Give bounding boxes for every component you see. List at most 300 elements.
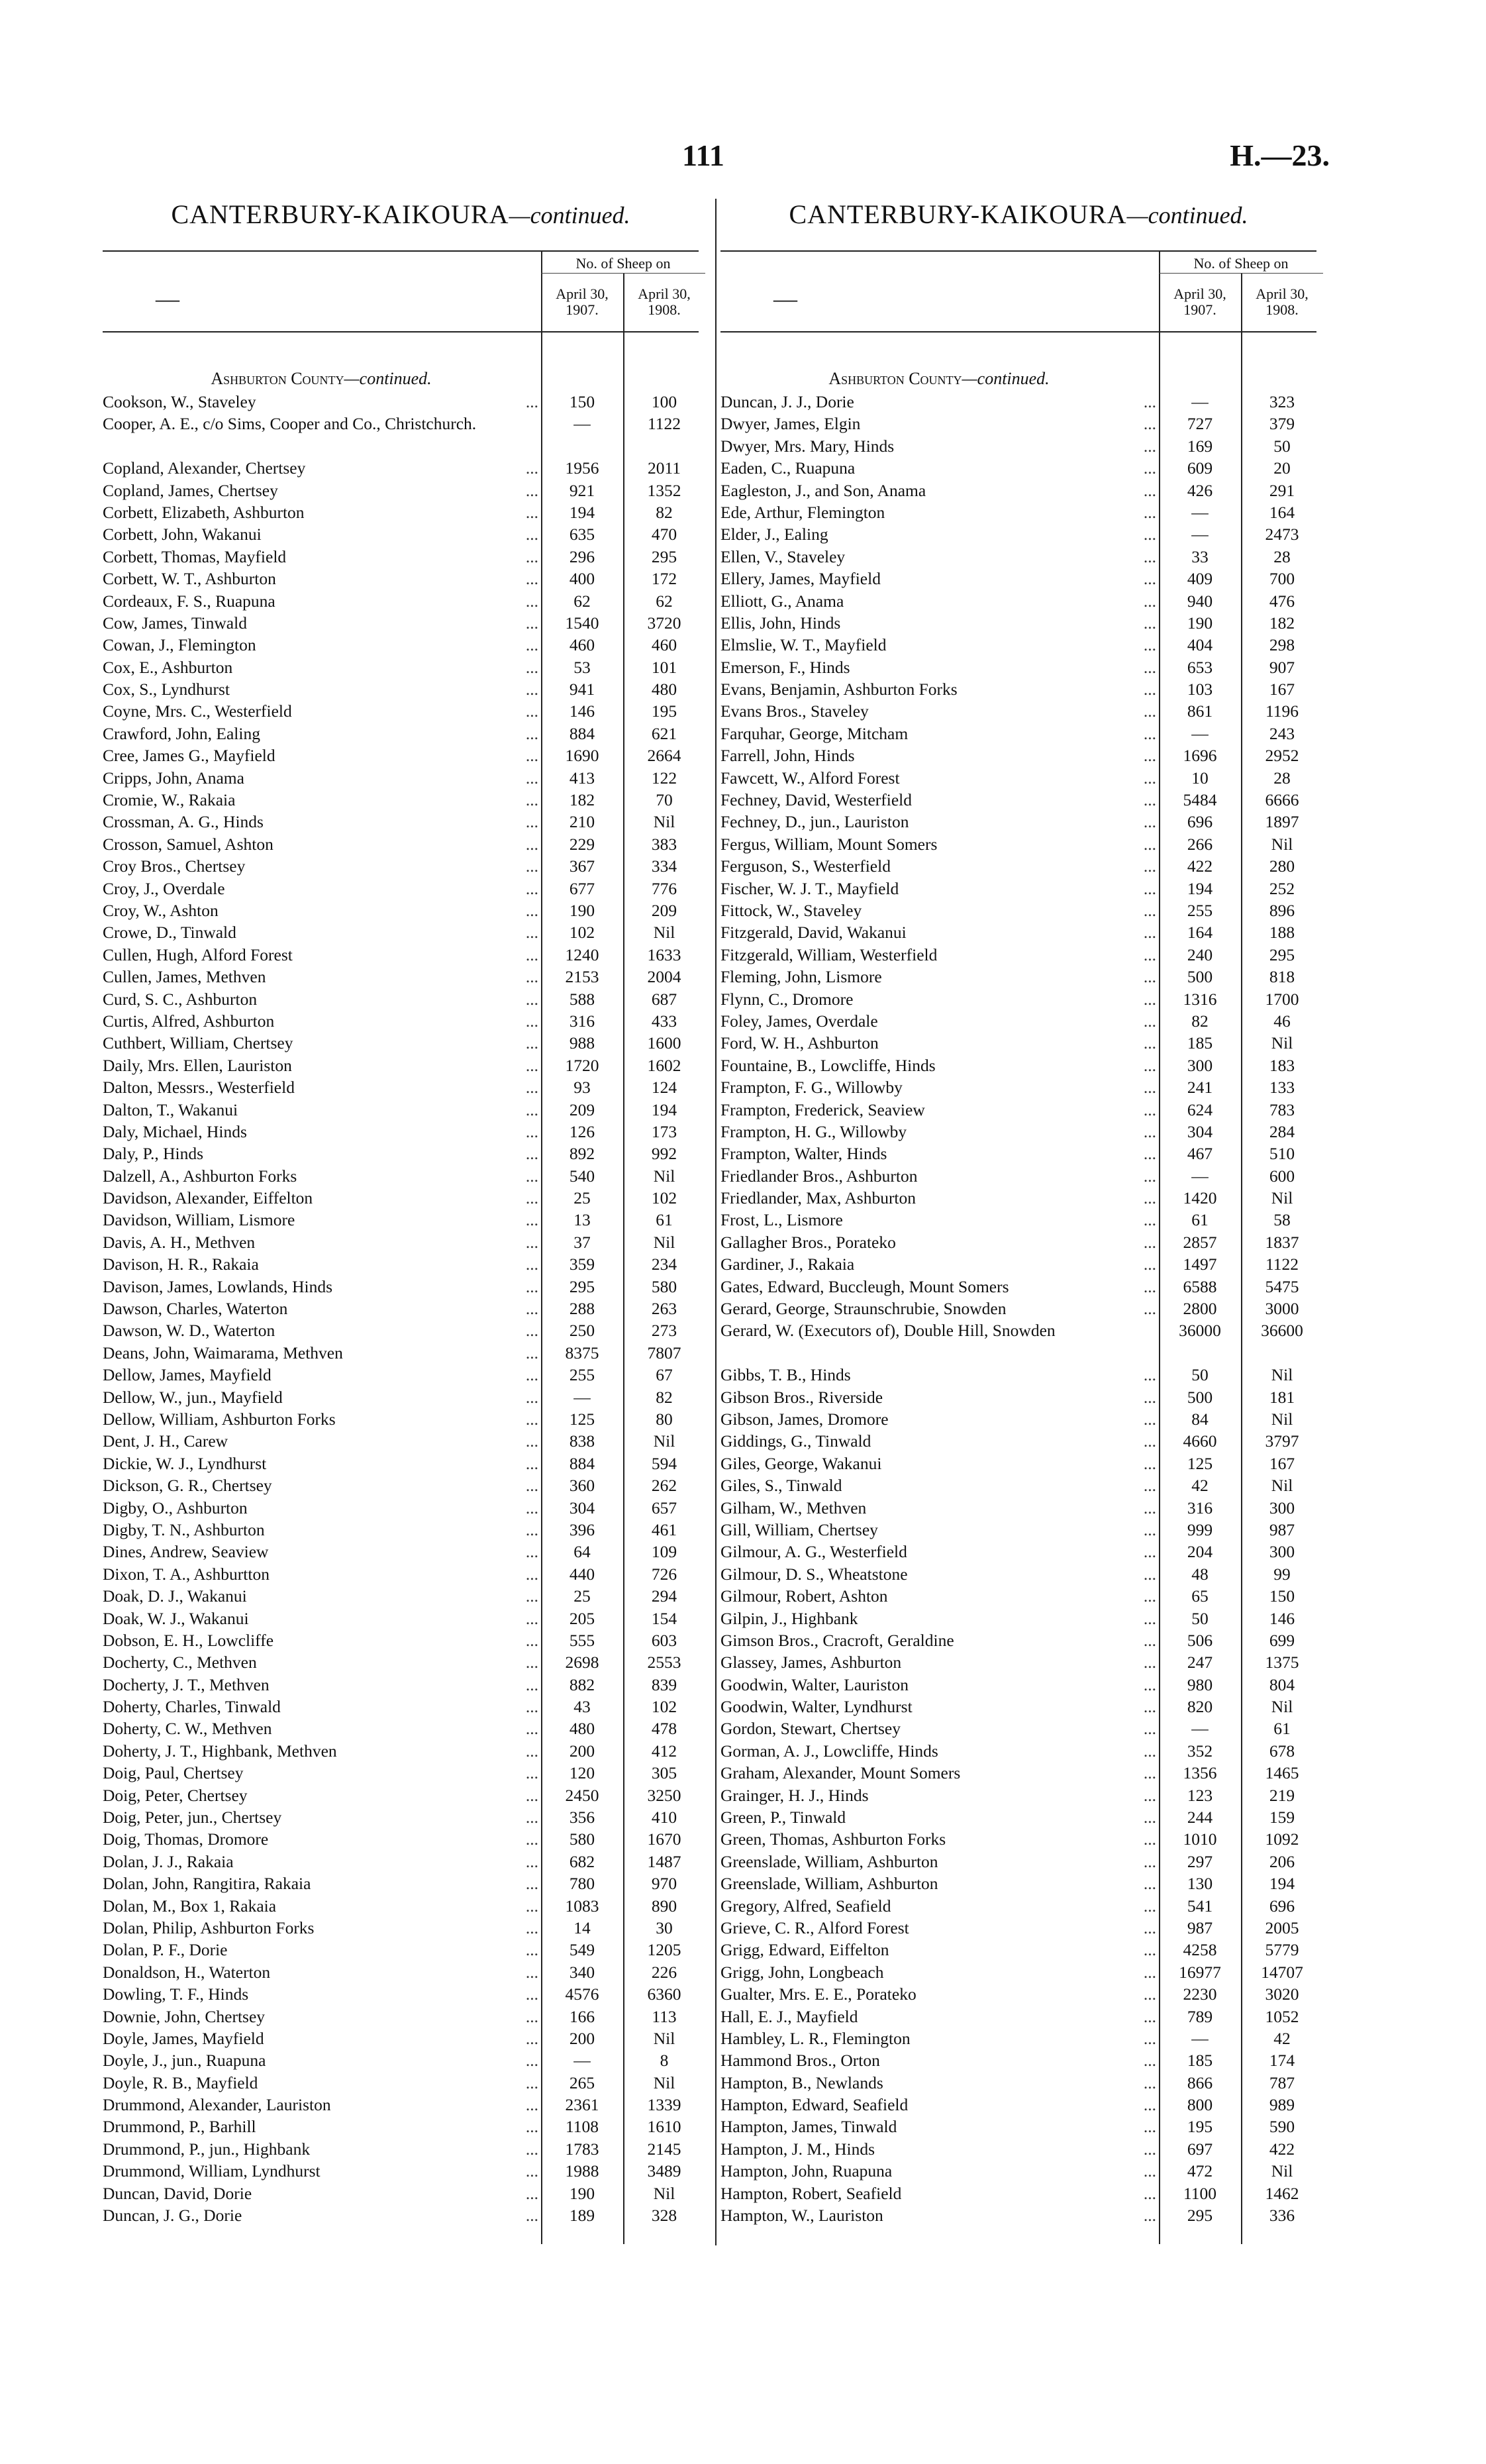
sheep-1907: 988 xyxy=(569,1033,595,1053)
sheep-1907: 409 xyxy=(1187,569,1213,589)
table-row xyxy=(720,700,1316,722)
sheep-1907: 297 xyxy=(1187,1851,1213,1871)
table-row xyxy=(720,1386,1316,1408)
sheep-1908: 699 xyxy=(1269,1630,1295,1650)
owner-name: Doyle, J., jun., Ruapuna xyxy=(103,2051,266,2071)
owner-name: Dolan, John, Rangitira, Rakaia xyxy=(103,1874,311,1894)
owner-name: Cree, James G., Mayfield xyxy=(103,746,275,766)
owner-name: Hambley, L. R., Flemington xyxy=(720,2028,911,2048)
owner-name: Davidson, Alexander, Eiffelton xyxy=(103,1188,313,1208)
owner-name: Gallagher Bros., Porateko xyxy=(720,1232,896,1252)
owner-name: Gibson Bros., Riverside xyxy=(720,1387,883,1407)
sheep-1907: — xyxy=(1191,392,1209,411)
table-row xyxy=(103,1961,699,1983)
sheep-1907: 541 xyxy=(1187,1896,1213,1916)
owner-name: Eaden, C., Ruapuna xyxy=(720,458,856,478)
sheep-1907: 240 xyxy=(1187,945,1213,964)
owner-name: Greenslade, William, Ashburton xyxy=(720,1874,938,1894)
header-subrule xyxy=(541,273,705,274)
table-row xyxy=(103,1099,699,1121)
table-row xyxy=(720,1895,1316,1917)
table-row xyxy=(720,612,1316,634)
sheep-1907: 588 xyxy=(569,989,595,1009)
leader-dots: ... xyxy=(1143,2117,1156,2137)
sheep-1907: 866 xyxy=(1187,2073,1213,2092)
table-row xyxy=(103,590,699,612)
leader-dots: ... xyxy=(525,1962,538,1982)
sheep-1908: 412 xyxy=(651,1741,677,1761)
owner-name: Ford, W. H., Ashburton xyxy=(720,1033,879,1053)
sheep-1908: 787 xyxy=(1269,2073,1295,2092)
sheep-1907: 677 xyxy=(569,878,595,898)
sheep-1908: 2005 xyxy=(1265,1918,1299,1937)
owner-name: Cookson, W., Staveley xyxy=(103,392,256,411)
sheep-1908: 284 xyxy=(1269,1121,1295,1141)
owner-name: Doig, Peter, Chertsey xyxy=(103,1785,248,1805)
table-row xyxy=(720,1231,1316,1253)
table-row xyxy=(720,2072,1316,2094)
leader-dots: ... xyxy=(525,1608,538,1628)
owner-name: Hampton, John, Ruapuna xyxy=(720,2161,893,2181)
leader-dots: ... xyxy=(1143,2183,1156,2203)
owner-name: Goodwin, Walter, Lauriston xyxy=(720,1674,909,1694)
table-row xyxy=(103,612,699,634)
leader-dots: ... xyxy=(525,2206,538,2226)
sheep-1907: 861 xyxy=(1187,701,1213,721)
sheep-1907: 36000 xyxy=(1179,1321,1221,1341)
table-row xyxy=(720,1408,1316,1430)
table-row xyxy=(720,1917,1316,1939)
sheep-1907: 190 xyxy=(569,901,595,920)
owner-name: Crawford, John, Ealing xyxy=(103,723,260,743)
table-row xyxy=(103,2072,699,2094)
owner-name: Cow, James, Tinwald xyxy=(103,613,247,633)
owner-name: Fischer, W. J. T., Mayfield xyxy=(720,878,899,898)
leader-dots: ... xyxy=(525,502,538,522)
sheep-1907: 53 xyxy=(573,657,591,677)
table-row xyxy=(720,1696,1316,1718)
table-row xyxy=(720,501,1316,523)
sheep-1907: 1100 xyxy=(1183,2183,1217,2203)
table-row xyxy=(720,1806,1316,1828)
owner-name: Davis, A. H., Methven xyxy=(103,1232,256,1252)
sheep-1908: 1375 xyxy=(1265,1653,1299,1672)
sheep-1908: Nil xyxy=(653,1431,675,1451)
sheep-1907: 266 xyxy=(1187,834,1213,854)
sheep-1908: 590 xyxy=(1269,2117,1295,2137)
sheep-1907: 480 xyxy=(569,1719,595,1739)
sheep-1907: 84 xyxy=(1191,1409,1209,1429)
table-row xyxy=(720,2116,1316,2137)
sheep-1907: 838 xyxy=(569,1431,595,1451)
sheep-1908: 61 xyxy=(656,1210,673,1230)
sheep-1908: 1339 xyxy=(647,2095,681,2115)
header-group: No. of Sheep on xyxy=(575,255,671,272)
owner-name: Grieve, C. R., Alford Forest xyxy=(720,1918,909,1937)
table-row xyxy=(720,2182,1316,2204)
sheep-1907: 194 xyxy=(569,502,595,522)
table-row xyxy=(720,2028,1316,2049)
leader-dots: ... xyxy=(525,1409,538,1429)
sheep-1908: 1602 xyxy=(647,1055,681,1075)
column-divider xyxy=(715,199,717,2245)
owner-name: Deans, John, Waimarama, Methven xyxy=(103,1343,343,1362)
owner-name: Copland, James, Chertsey xyxy=(103,480,278,500)
leader-dots: ... xyxy=(525,1918,538,1937)
sheep-1908: 657 xyxy=(651,1498,677,1517)
owner-name: Hall, E. J., Mayfield xyxy=(720,2006,858,2026)
owner-name: Friedlander Bros., Ashburton xyxy=(720,1166,918,1186)
leader-dots: ... xyxy=(1143,1608,1156,1628)
leader-dots: ... xyxy=(525,2028,538,2048)
leader-dots: ... xyxy=(1143,1387,1156,1407)
sheep-1907: 103 xyxy=(1187,680,1213,699)
sheep-1908: Nil xyxy=(1271,1365,1293,1385)
table-row xyxy=(103,1474,699,1496)
table-row xyxy=(720,1873,1316,1894)
owner-name: Goodwin, Walter, Lyndhurst xyxy=(720,1697,913,1717)
sheep-1907: 300 xyxy=(1187,1055,1213,1075)
leader-dots: ... xyxy=(525,1210,538,1230)
owner-name: Duncan, J. J., Dorie xyxy=(720,392,854,411)
sheep-1908: 113 xyxy=(652,2006,677,2026)
sheep-1908: 50 xyxy=(1273,436,1291,456)
table-row xyxy=(103,811,699,833)
table-row xyxy=(103,1696,699,1718)
sheep-1907: 549 xyxy=(569,1940,595,1960)
owner-name: Gregory, Alfred, Seafield xyxy=(720,1896,891,1916)
owner-name: Frampton, Frederick, Seaview xyxy=(720,1100,925,1119)
sheep-1908: 167 xyxy=(1269,680,1295,699)
owner-name: Doherty, Charles, Tinwald xyxy=(103,1697,281,1717)
leader-dots: ... xyxy=(1143,812,1156,832)
sheep-1907: 182 xyxy=(569,790,595,810)
table-row xyxy=(720,2204,1316,2226)
leader-dots: ... xyxy=(525,2051,538,2071)
leader-dots: ... xyxy=(1143,680,1156,699)
sheep-1908: 291 xyxy=(1269,480,1295,500)
owner-name: Frampton, Walter, Hinds xyxy=(720,1144,887,1164)
table-row xyxy=(720,1784,1316,1806)
owner-name: Gilpin, J., Highbank xyxy=(720,1608,858,1628)
leader-dots: ... xyxy=(525,1674,538,1694)
leader-dots: ... xyxy=(1143,1808,1156,1827)
table-row xyxy=(720,1585,1316,1607)
owner-name: Graham, Alexander, Mount Somers xyxy=(720,1763,961,1783)
table-row xyxy=(720,1010,1316,1032)
sheep-1908: 480 xyxy=(651,680,677,699)
leader-dots: ... xyxy=(1143,1166,1156,1186)
sheep-1908: 234 xyxy=(651,1255,677,1274)
leader-dots: ... xyxy=(1143,1940,1156,1960)
table-row xyxy=(103,1519,699,1541)
sheep-1907: 62 xyxy=(573,591,591,611)
sheep-1908: 154 xyxy=(651,1608,677,1628)
owner-name: Corbett, Thomas, Mayfield xyxy=(103,546,287,566)
leader-dots: ... xyxy=(525,701,538,721)
sheep-1908: 839 xyxy=(651,1674,677,1694)
sheep-1907: 352 xyxy=(1187,1741,1213,1761)
table-row xyxy=(103,944,699,966)
owner-name: Dickson, G. R., Chertsey xyxy=(103,1476,272,1496)
table-row xyxy=(720,2094,1316,2116)
owner-name: Dalzell, A., Ashburton Forks xyxy=(103,1166,297,1186)
table-row xyxy=(720,1032,1316,1054)
leader-dots: ... xyxy=(525,1011,538,1031)
sheep-1908: 6666 xyxy=(1265,790,1299,810)
table-row xyxy=(103,1386,699,1408)
leader-dots: ... xyxy=(1143,1033,1156,1053)
table-row xyxy=(103,2028,699,2049)
owner-name: Ede, Arthur, Flemington xyxy=(720,502,885,522)
leader-dots: ... xyxy=(525,1453,538,1473)
sheep-1908: 46 xyxy=(1273,1011,1291,1031)
leader-dots: ... xyxy=(1143,2206,1156,2226)
sheep-1908: 67 xyxy=(656,1365,673,1385)
sheep-1907: 204 xyxy=(1187,1542,1213,1562)
table-row xyxy=(720,590,1316,612)
sheep-1908: 124 xyxy=(651,1078,677,1098)
leader-dots: ... xyxy=(525,569,538,589)
owner-name: Grigg, John, Longbeach xyxy=(720,1962,884,1982)
sheep-1907: 460 xyxy=(569,635,595,655)
table-row xyxy=(103,2116,699,2137)
table-row xyxy=(103,1585,699,1607)
leader-dots: ... xyxy=(1143,480,1156,500)
leader-dots: ... xyxy=(1143,768,1156,788)
leader-dots: ... xyxy=(525,1321,538,1341)
sheep-1908: 226 xyxy=(651,1962,677,1982)
leader-dots: ... xyxy=(525,1586,538,1606)
table-row xyxy=(720,1209,1316,1231)
table-row xyxy=(720,1187,1316,1209)
table-row xyxy=(103,1209,699,1231)
table-row xyxy=(103,1054,699,1076)
leader-dots: ... xyxy=(1143,1697,1156,1717)
sheep-1908: 174 xyxy=(1269,2051,1295,2071)
sheep-1907: 555 xyxy=(569,1630,595,1650)
stub-dash: — xyxy=(773,285,797,312)
table-row xyxy=(103,1718,699,1739)
table-row xyxy=(720,944,1316,966)
owner-name: Digby, T. N., Ashburton xyxy=(103,1519,265,1539)
sheep-1908: 1487 xyxy=(647,1851,681,1871)
table-row xyxy=(720,523,1316,545)
table-row xyxy=(720,678,1316,700)
table-row xyxy=(720,921,1316,943)
sheep-1907: 800 xyxy=(1187,2095,1213,2115)
sheep-1908: 2553 xyxy=(647,1653,681,1672)
table-row xyxy=(720,1099,1316,1121)
sheep-1908: 82 xyxy=(656,502,673,522)
leader-dots: ... xyxy=(1143,1498,1156,1517)
owner-name: Doherty, J. T., Highbank, Methven xyxy=(103,1741,337,1761)
owner-name: Duncan, David, Dorie xyxy=(103,2183,252,2203)
table-row xyxy=(720,1298,1316,1319)
owner-name: Coyne, Mrs. C., Westerfield xyxy=(103,701,292,721)
leader-dots: ... xyxy=(525,1808,538,1827)
owner-name: Dowling, T. F., Hinds xyxy=(103,1984,249,2004)
owner-name: Davison, James, Lowlands, Hinds xyxy=(103,1276,333,1296)
sheep-1908: 1092 xyxy=(1265,1829,1299,1849)
owner-name: Fountaine, B., Lowcliffe, Hinds xyxy=(720,1055,936,1075)
owner-name: Dellow, W., jun., Mayfield xyxy=(103,1387,283,1407)
sheep-1907: 1720 xyxy=(565,1055,599,1075)
leader-dots: ... xyxy=(1143,1210,1156,1230)
sheep-1907: — xyxy=(1191,502,1209,522)
sheep-1907: 356 xyxy=(569,1808,595,1827)
sheep-1908: Nil xyxy=(653,923,675,943)
sheep-1908: 1610 xyxy=(647,2117,681,2137)
sheep-1908: Nil xyxy=(1271,834,1293,854)
leader-dots: ... xyxy=(525,1741,538,1761)
table-row xyxy=(103,921,699,943)
sheep-1907: 146 xyxy=(569,701,595,721)
table-row xyxy=(103,1917,699,1939)
leader-dots: ... xyxy=(1143,967,1156,987)
sheep-1908: 159 xyxy=(1269,1808,1295,1827)
sheep-1908: 3020 xyxy=(1265,1984,1299,2004)
owner-name: Dines, Andrew, Seaview xyxy=(103,1542,269,1562)
sheep-1908: 323 xyxy=(1269,392,1295,411)
owner-name: Giles, George, Wakanui xyxy=(720,1453,882,1473)
sheep-1907: 65 xyxy=(1191,1586,1209,1606)
sheep-1907: 37 xyxy=(573,1232,591,1252)
table-row xyxy=(720,1629,1316,1651)
sheep-1907: 2698 xyxy=(565,1653,599,1672)
sheep-1908: Nil xyxy=(1271,1476,1293,1496)
table-row xyxy=(720,833,1316,855)
leader-dots: ... xyxy=(525,1365,538,1385)
sheep-1908: 28 xyxy=(1273,768,1291,788)
table-row xyxy=(103,833,699,855)
leader-dots: ... xyxy=(1143,1453,1156,1473)
leader-dots: ... xyxy=(525,2073,538,2092)
owner-name: Frost, L., Lismore xyxy=(720,1210,843,1230)
sheep-1908: 1196 xyxy=(1265,701,1299,721)
leader-dots: ... xyxy=(1143,1918,1156,1937)
sheep-1907: 195 xyxy=(1187,2117,1213,2137)
leader-dots: ... xyxy=(525,878,538,898)
table-row xyxy=(103,1342,699,1364)
sheep-1908: 621 xyxy=(651,723,677,743)
sheep-1908: 476 xyxy=(1269,591,1295,611)
sheep-1907: 404 xyxy=(1187,635,1213,655)
owner-name: Corbett, Elizabeth, Ashburton xyxy=(103,502,305,522)
owner-name: Donaldson, H., Waterton xyxy=(103,1962,271,1982)
sheep-1907: 265 xyxy=(569,2073,595,2092)
table-row xyxy=(103,1873,699,1894)
owner-name: Doig, Thomas, Dromore xyxy=(103,1829,269,1849)
sheep-1908: 2011 xyxy=(647,458,681,478)
leader-dots: ... xyxy=(525,1851,538,1871)
sheep-1907: 205 xyxy=(569,1608,595,1628)
leader-dots: ... xyxy=(525,1697,538,1717)
sheep-1908: 183 xyxy=(1269,1055,1295,1075)
sheep-1908: 510 xyxy=(1269,1144,1295,1164)
leader-dots: ... xyxy=(525,1763,538,1783)
leader-dots: ... xyxy=(525,1564,538,1584)
sheep-1907: 255 xyxy=(569,1365,595,1385)
sheep-1907: 10 xyxy=(1191,768,1209,788)
owner-name: Eagleston, J., and Son, Anama xyxy=(720,480,926,500)
leader-dots: ... xyxy=(525,1299,538,1319)
sheep-1908: 3797 xyxy=(1265,1431,1299,1451)
table-row xyxy=(720,723,1316,744)
sheep-1907: 288 xyxy=(569,1299,595,1319)
sheep-1907: 682 xyxy=(569,1851,595,1871)
table-row xyxy=(103,1939,699,1961)
table-row xyxy=(103,1740,699,1762)
leader-dots: ... xyxy=(1143,546,1156,566)
leader-dots: ... xyxy=(1143,1476,1156,1496)
leader-dots: ... xyxy=(1143,2139,1156,2159)
owner-name: Gimson Bros., Cracroft, Geraldine xyxy=(720,1630,954,1650)
sheep-1908: 687 xyxy=(651,989,677,1009)
leader-dots: ... xyxy=(1143,1078,1156,1098)
sheep-1907: 2230 xyxy=(1183,1984,1217,2004)
sheep-1908: 122 xyxy=(651,768,677,788)
sheep-1908: 379 xyxy=(1269,414,1295,434)
sheep-1907: 609 xyxy=(1187,458,1213,478)
owner-name: Fechney, D., jun., Lauriston xyxy=(720,812,909,832)
sheep-1907: 653 xyxy=(1187,657,1213,677)
leader-dots: ... xyxy=(1143,458,1156,478)
table-row xyxy=(103,1121,699,1143)
sheep-1907: 25 xyxy=(573,1586,591,1606)
leader-dots: ... xyxy=(525,1100,538,1119)
sheep-1907: 500 xyxy=(1187,967,1213,987)
header-1907: April 30, 1907. xyxy=(556,285,609,318)
owner-name: Croy, J., Overdale xyxy=(103,878,225,898)
table-row xyxy=(103,899,699,921)
leader-dots: ... xyxy=(525,1896,538,1916)
table-row xyxy=(103,1032,699,1054)
leader-dots: ... xyxy=(525,1653,538,1672)
sheep-1907: 194 xyxy=(1187,878,1213,898)
table-row xyxy=(103,1541,699,1563)
sheep-1908: 6360 xyxy=(647,1984,681,2004)
table-row xyxy=(720,1563,1316,1585)
sheep-1908: 460 xyxy=(651,635,677,655)
sheep-1908: 603 xyxy=(651,1630,677,1650)
sheep-1907: 780 xyxy=(569,1874,595,1894)
owner-name: Cromie, W., Rakaia xyxy=(103,790,236,810)
owner-name: Frampton, H. G., Willowby xyxy=(720,1121,907,1141)
sheep-1908: Nil xyxy=(653,812,675,832)
table-row xyxy=(103,1895,699,1917)
sheep-1908: 3000 xyxy=(1265,1299,1299,1319)
sheep-1907: 892 xyxy=(569,1144,595,1164)
sheep-1907: 472 xyxy=(1187,2161,1213,2181)
table-row xyxy=(103,546,699,568)
sheep-1907: 6588 xyxy=(1183,1276,1217,1296)
sheep-1908: 1462 xyxy=(1265,2183,1299,2203)
table-row xyxy=(103,1851,699,1873)
table-row xyxy=(720,767,1316,789)
owner-name: Hampton, B., Newlands xyxy=(720,2073,883,2092)
table-row xyxy=(720,568,1316,590)
table-row xyxy=(103,1828,699,1850)
sheep-1907: 120 xyxy=(569,1763,595,1783)
sheep-1907: 247 xyxy=(1187,1653,1213,1672)
sheep-1907: 980 xyxy=(1187,1674,1213,1694)
leader-dots: ... xyxy=(525,1121,538,1141)
owner-name: Dwyer, Mrs. Mary, Hinds xyxy=(720,436,895,456)
sheep-1907: 200 xyxy=(569,1741,595,1761)
sheep-1908: 298 xyxy=(1269,635,1295,655)
leader-dots: ... xyxy=(525,2183,538,2203)
